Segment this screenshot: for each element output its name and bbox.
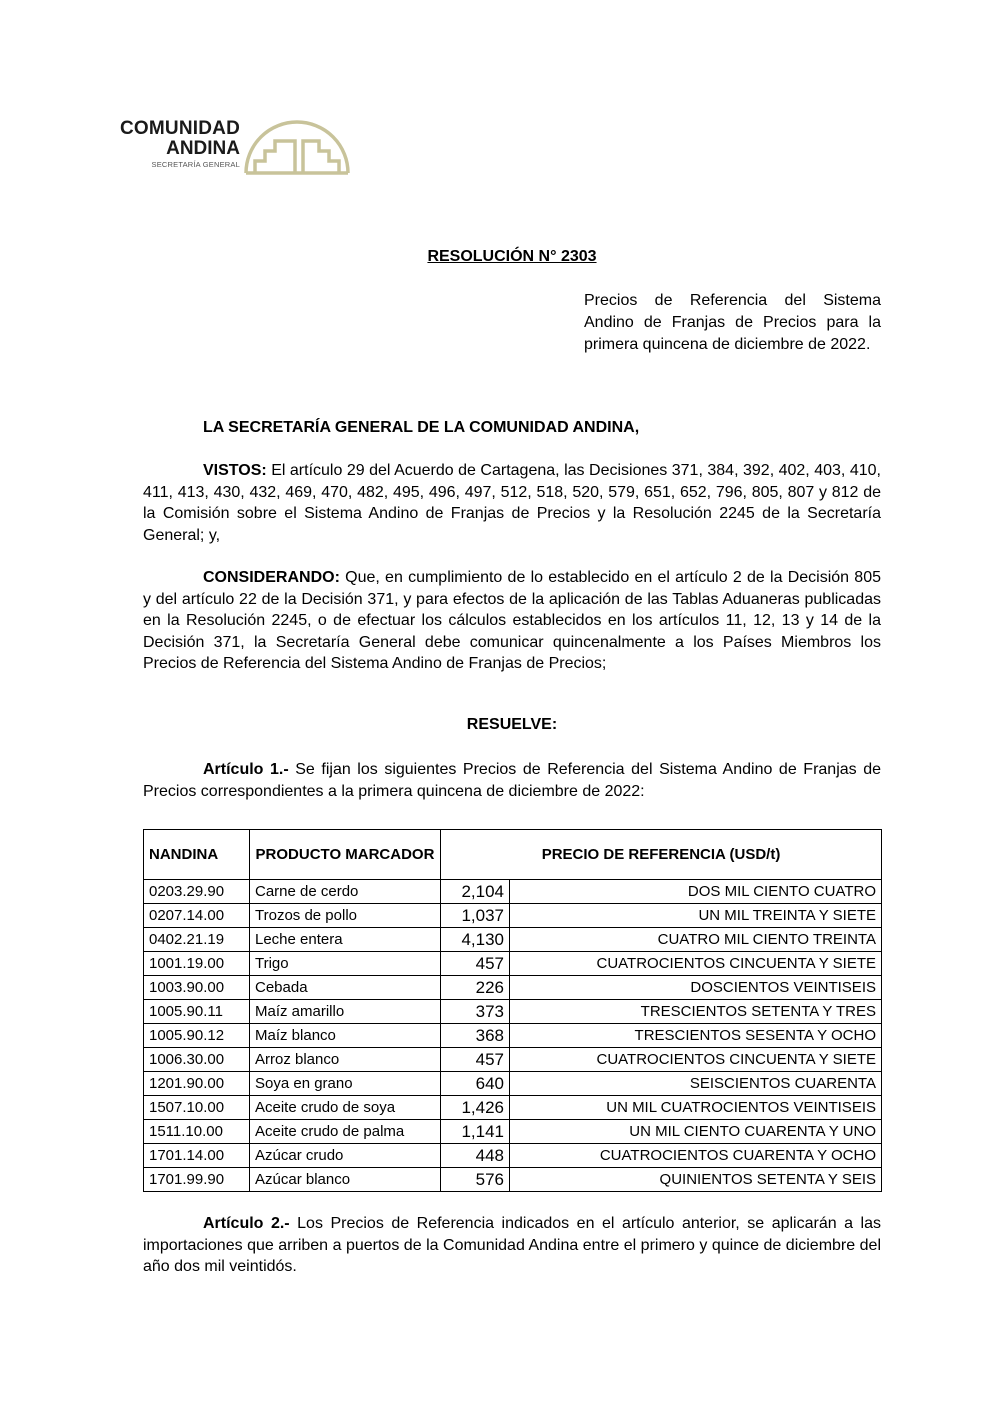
articulo-1-text: Se fijan los siguientes Precios de Referencia del Sistema Andino de Franjas de Precios correspondientes a la primera quincena de diciembre de 2022: xyxy=(143,761,882,800)
comunidad-andina-logo xyxy=(108,117,348,175)
cell-price-words: UN MIL TREINTA Y SIETE xyxy=(510,904,882,928)
cell-nandina: 1701.14.00 xyxy=(144,1144,250,1168)
cell-nandina: 1001.19.00 xyxy=(144,952,250,976)
cell-price-number: 457 xyxy=(441,1048,510,1072)
cell-nandina: 0207.14.00 xyxy=(144,904,250,928)
cell-price-words: CUATROCIENTOS CUARENTA Y OCHO xyxy=(510,1144,882,1168)
considerando-label: CONSIDERANDO: xyxy=(203,569,340,586)
table-row xyxy=(144,928,882,952)
header-precio: PRECIO DE REFERENCIA (USD/t) xyxy=(441,830,882,880)
resuelve-heading: RESUELVE: xyxy=(466,716,558,733)
cell-nandina: 1201.90.00 xyxy=(144,1072,250,1096)
table-row xyxy=(144,1048,882,1072)
cell-producto: Maíz amarillo xyxy=(250,1000,441,1024)
cell-price-words: QUINIENTOS SETENTA Y SEIS xyxy=(510,1168,882,1192)
cell-price-number: 4,130 xyxy=(441,928,510,952)
cell-producto: Azúcar crudo xyxy=(250,1144,441,1168)
table-row xyxy=(144,1096,882,1120)
cell-price-words: CUATROCIENTOS CINCUENTA Y SIETE xyxy=(510,1048,882,1072)
cell-price-number: 373 xyxy=(441,1000,510,1024)
cell-nandina: 1003.90.00 xyxy=(144,976,250,1000)
issuing-body-heading: LA SECRETARÍA GENERAL DE LA COMUNIDAD ANDINA, xyxy=(203,419,640,436)
articulo-2-paragraph xyxy=(143,1213,881,1278)
table-row xyxy=(144,1144,882,1168)
table-row xyxy=(144,952,882,976)
logo-line-1: COMUNIDAD xyxy=(119,118,240,139)
table-row xyxy=(144,1120,882,1144)
table-row xyxy=(144,1000,882,1024)
header-nandina: NANDINA xyxy=(144,830,250,880)
cell-price-number: 457 xyxy=(441,952,510,976)
cell-producto: Trigo xyxy=(250,952,441,976)
logo-line-3: SECRETARÍA GENERAL xyxy=(151,160,240,169)
considerando-paragraph xyxy=(143,567,881,675)
cell-producto: Leche entera xyxy=(250,928,441,952)
table-body xyxy=(144,880,882,1192)
articulo-2-text: Los Precios de Referencia indicados en el artículo anterior, se aplicarán a las importaciones que arriben a puertos de la Comunidad Andina entre el primero y quince de diciembre del año dos mil veintidós. xyxy=(143,1215,882,1276)
table-row xyxy=(144,904,882,928)
cell-price-number: 368 xyxy=(441,1024,510,1048)
articulo-1-label: Artículo 1.- xyxy=(203,761,289,778)
table-row xyxy=(144,1024,882,1048)
cell-price-number: 226 xyxy=(441,976,510,1000)
cell-producto: Soya en grano xyxy=(250,1072,441,1096)
considerando-text: Que, en cumplimiento de lo establecido en el artículo 2 de la Decisión 805 y del artículo 22 de la Decisión 371, y para efectos de la aplicación de las Tablas Aduaneras publicadas en la Resolución 2245, o de efectuar los cálculos establecidos en los artículos 11, 12, 13 y 14 de la Decisión 371, la Secretaría General debe comunicar quincenalmente a los Países Miembros los Precios de Referencia del Sistema Andino de Franjas de Precios; xyxy=(143,569,881,673)
cell-nandina: 1511.10.00 xyxy=(144,1120,250,1144)
cell-nandina: 0203.29.90 xyxy=(144,880,250,904)
vistos-text: El artículo 29 del Acuerdo de Cartagena, las Decisiones 371, 384, 392, 402, 403, 410, 411, 413, 430, 432, 469, 470, 482, 495, 496, 497, 512, 518, 520, 579, 651, 652, 796, 805, 807 y 812 de la Comisión sobre el Sistema Andino de Franjas de Precios y la Resolución 2245 de la Secretaría General; y, xyxy=(143,462,881,544)
cell-producto: Azúcar blanco xyxy=(250,1168,441,1192)
cell-nandina: 0402.21.19 xyxy=(144,928,250,952)
table-row xyxy=(144,880,882,904)
cell-producto: Cebada xyxy=(250,976,441,1000)
cell-producto: Trozos de pollo xyxy=(250,904,441,928)
logo-line-2: ANDINA xyxy=(166,138,240,159)
header-producto: PRODUCTO MARCADOR xyxy=(250,830,441,880)
cell-nandina: 1005.90.12 xyxy=(144,1024,250,1048)
cell-price-number: 1,037 xyxy=(441,904,510,928)
cell-producto: Maíz blanco xyxy=(250,1024,441,1048)
cell-producto: Arroz blanco xyxy=(250,1048,441,1072)
resolution-subject: Precios de Referencia del Sistema Andino de Franjas de Precios para la primera quincena de diciembre de 2022. xyxy=(584,292,881,353)
cell-price-words: TRESCIENTOS SETENTA Y TRES xyxy=(510,1000,882,1024)
cell-nandina: 1005.90.11 xyxy=(144,1000,250,1024)
table-row xyxy=(144,976,882,1000)
cell-producto: Aceite crudo de palma xyxy=(250,1120,441,1144)
cell-price-words: DOS MIL CIENTO CUATRO xyxy=(510,880,882,904)
table-row xyxy=(144,1072,882,1096)
cell-producto: Aceite crudo de soya xyxy=(250,1096,441,1120)
cell-price-words: UN MIL CUATROCIENTOS VEINTISEIS xyxy=(510,1096,882,1120)
cell-price-words: CUATROCIENTOS CINCUENTA Y SIETE xyxy=(510,952,882,976)
articulo-1-paragraph xyxy=(143,759,881,802)
cell-nandina: 1006.30.00 xyxy=(144,1048,250,1072)
cell-price-number: 1,141 xyxy=(441,1120,510,1144)
andean-steps-emblem-icon xyxy=(243,117,351,175)
logo-text xyxy=(108,119,240,171)
cell-price-words: SEISCIENTOS CUARENTA xyxy=(510,1072,882,1096)
table-row xyxy=(144,1168,882,1192)
cell-price-number: 448 xyxy=(441,1144,510,1168)
table-header-row xyxy=(144,830,882,880)
cell-price-words: CUATRO MIL CIENTO TREINTA xyxy=(510,928,882,952)
reference-prices-table xyxy=(143,829,882,1192)
cell-price-number: 2,104 xyxy=(441,880,510,904)
articulo-2-label: Artículo 2.- xyxy=(203,1215,290,1232)
cell-price-words: UN MIL CIENTO CUARENTA Y UNO xyxy=(510,1120,882,1144)
cell-price-number: 1,426 xyxy=(441,1096,510,1120)
cell-price-words: DOSCIENTOS VEINTISEIS xyxy=(510,976,882,1000)
cell-nandina: 1507.10.00 xyxy=(144,1096,250,1120)
cell-price-number: 640 xyxy=(441,1072,510,1096)
cell-producto: Carne de cerdo xyxy=(250,880,441,904)
cell-nandina: 1701.99.90 xyxy=(144,1168,250,1192)
resolution-title: RESOLUCIÓN N° 2303 xyxy=(427,248,597,265)
cell-price-words: TRESCIENTOS SESENTA Y OCHO xyxy=(510,1024,882,1048)
vistos-paragraph xyxy=(143,460,881,546)
vistos-label: VISTOS: xyxy=(203,462,267,479)
cell-price-number: 576 xyxy=(441,1168,510,1192)
